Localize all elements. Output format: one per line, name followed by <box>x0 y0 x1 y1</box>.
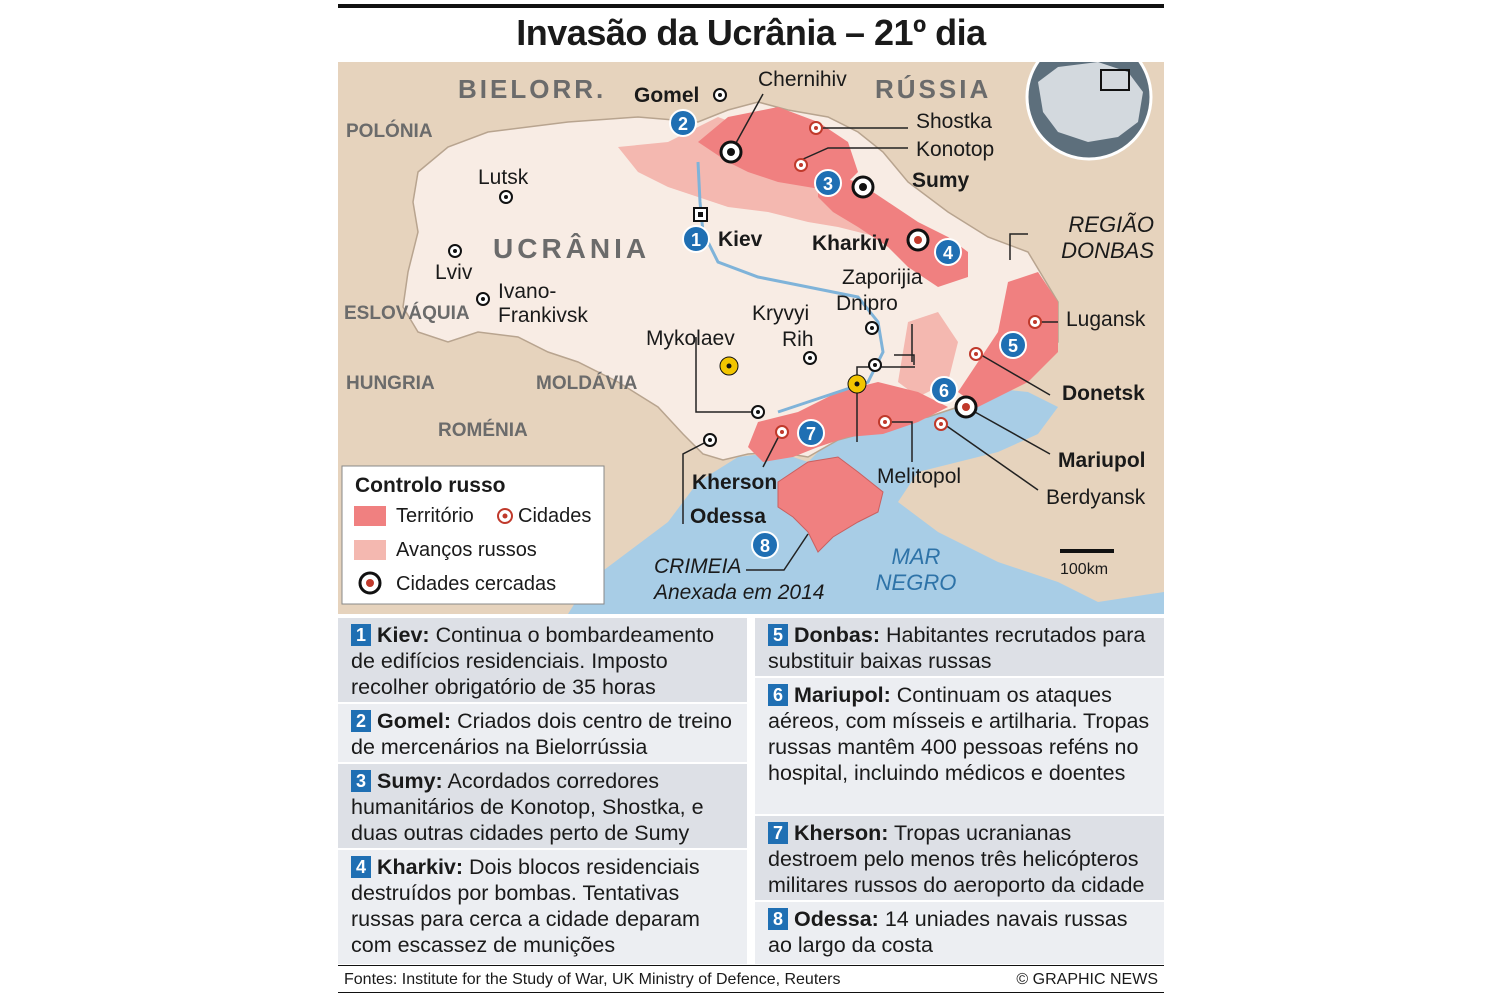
city-melitopol: Melitopol <box>877 465 962 488</box>
city-ivano-2: Frankivsk <box>498 304 588 327</box>
note-number-badge: 6 <box>768 684 788 706</box>
footer-credit: © GRAPHIC NEWS <box>1016 971 1158 988</box>
marker-8 <box>752 532 778 558</box>
note-odessa: 8 Odessa: 14 uniades navais russas ao largo da costa <box>755 902 1164 964</box>
city-mykolaev: Mykolaev <box>646 327 735 350</box>
label-belarus: BIELORR. <box>458 74 607 104</box>
label-romania: ROMÉNIA <box>438 420 528 441</box>
note-kiev: 1 Kiev: Continua o bombardeamento de edifícios residenciais. Imposto recolher obrigatório de 35 horas <box>338 618 747 702</box>
label-moldova: MOLDÁVIA <box>536 373 638 394</box>
svg-text:3: 3 <box>822 174 834 194</box>
note-kharkiv: 4 Kharkiv: Dois blocos residenciais destruídos por bombas. Tentativas russas para cerca a cidade deparam com escassez de munições <box>338 850 747 964</box>
svg-text:6: 6 <box>938 381 950 401</box>
city-chernihiv: Chernihiv <box>758 68 847 91</box>
label-donbas-1: REGIÃO <box>1068 212 1154 237</box>
label-donbas-2: DONBAS <box>1061 238 1154 263</box>
legend-territory-swatch <box>354 506 386 526</box>
city-dnipro: Dnipro <box>836 292 898 315</box>
note-kherson: 7 Kherson: Tropas ucranianas destroem pelo menos três helicópteros militares russos do aeroporto da cidade <box>755 816 1164 900</box>
city-donetsk: Donetsk <box>1062 382 1145 405</box>
label-russia: RÚSSIA <box>875 74 992 104</box>
scale-label: 100km <box>1060 561 1109 578</box>
legend-besieged: Cidades cercadas <box>396 573 557 595</box>
note-number-badge: 1 <box>351 624 371 646</box>
label-hungary: HUNGRIA <box>346 373 435 394</box>
note-number-badge: 5 <box>768 624 788 646</box>
city-ivano-1: Ivano- <box>498 280 557 303</box>
legend-advances: Avanços russos <box>396 539 537 561</box>
label-poland: POLÓNIA <box>346 121 433 142</box>
legend-cities: Cidades <box>518 505 592 527</box>
city-kherson: Kherson <box>692 471 778 494</box>
svg-text:8: 8 <box>759 536 771 556</box>
nuclear-plant-icon <box>720 357 738 375</box>
city-kryvyi-1: Kryvyi <box>752 302 810 325</box>
city-konotop: Konotop <box>916 138 995 161</box>
footer <box>338 965 1164 993</box>
note-number-badge: 2 <box>351 710 371 732</box>
city-lutsk: Lutsk <box>478 166 529 189</box>
footer-sources: Fontes: Institute for the Study of War, UK Ministry of Defence, Reuters <box>344 971 841 988</box>
scale-bar <box>1060 549 1114 553</box>
note-number-badge: 4 <box>351 856 371 878</box>
label-crimea-annexed: Anexada em 2014 <box>654 581 825 604</box>
city-gomel: Gomel <box>634 84 700 107</box>
marker-4 <box>935 239 961 265</box>
note-number-badge: 7 <box>768 822 788 844</box>
city-zaporijia: Zaporijia <box>842 266 923 289</box>
legend <box>342 466 604 604</box>
label-sea-2: NEGRO <box>875 570 957 595</box>
city-kharkiv: Kharkiv <box>812 232 890 255</box>
city-lugansk: Lugansk <box>1066 308 1146 331</box>
city-kiev: Kiev <box>718 228 763 251</box>
city-shostka: Shostka <box>916 110 992 133</box>
svg-text:4: 4 <box>942 243 954 263</box>
svg-text:7: 7 <box>805 424 817 444</box>
svg-text:2: 2 <box>677 114 689 134</box>
svg-text:5: 5 <box>1007 336 1019 356</box>
label-slovakia: ESLOVÁQUIA <box>344 303 470 324</box>
label-sea-1: MAR <box>891 544 941 569</box>
marker-7 <box>798 420 824 446</box>
legend-territory: Território <box>396 505 474 527</box>
marker-1 <box>683 226 709 252</box>
label-ukraine: UCRÂNIA <box>493 233 651 264</box>
map-svg <box>338 62 1164 614</box>
page-title: Invasão da Ucrânia – 21º dia <box>516 12 986 53</box>
note-number-badge: 8 <box>768 908 788 930</box>
note-mariupol: 6 Mariupol: Continuam os ataques aéreos, com mísseis e artilharia. Tropas russas mantêm 400 pessoas reféns no hospital, incluindo médicos e doentes <box>755 678 1164 814</box>
marker-3 <box>815 170 841 196</box>
city-mariupol: Mariupol <box>1058 449 1146 472</box>
note-number-badge: 3 <box>351 770 371 792</box>
notes-panel <box>338 618 1164 964</box>
city-kryvyi-2: Rih <box>782 328 814 351</box>
marker-2 <box>670 110 696 136</box>
top-rule <box>338 4 1164 8</box>
city-berdyansk: Berdyansk <box>1046 486 1146 509</box>
label-crimea: CRIMEIA <box>654 555 742 578</box>
nuclear-plant-icon <box>848 375 866 393</box>
note-sumy: 3 Sumy: Acordados corredores humanitários de Konotop, Shostka, e duas outras cidades perto de Sumy <box>338 764 747 848</box>
svg-text:1: 1 <box>690 230 702 250</box>
city-lviv: Lviv <box>435 261 473 284</box>
map-area <box>338 62 1164 614</box>
marker-6 <box>931 377 957 403</box>
legend-advances-swatch <box>354 540 386 560</box>
city-sumy: Sumy <box>912 169 970 192</box>
note-gomel: 2 Gomel: Criados dois centro de treino de mercenários na Bielorrússia <box>338 704 747 762</box>
note-donbas: 5 Donbas: Habitantes recrutados para substituir baixas russas <box>755 618 1164 676</box>
city-odessa: Odessa <box>690 505 766 528</box>
legend-title: Controlo russo <box>355 474 506 497</box>
marker-5 <box>1000 332 1026 358</box>
